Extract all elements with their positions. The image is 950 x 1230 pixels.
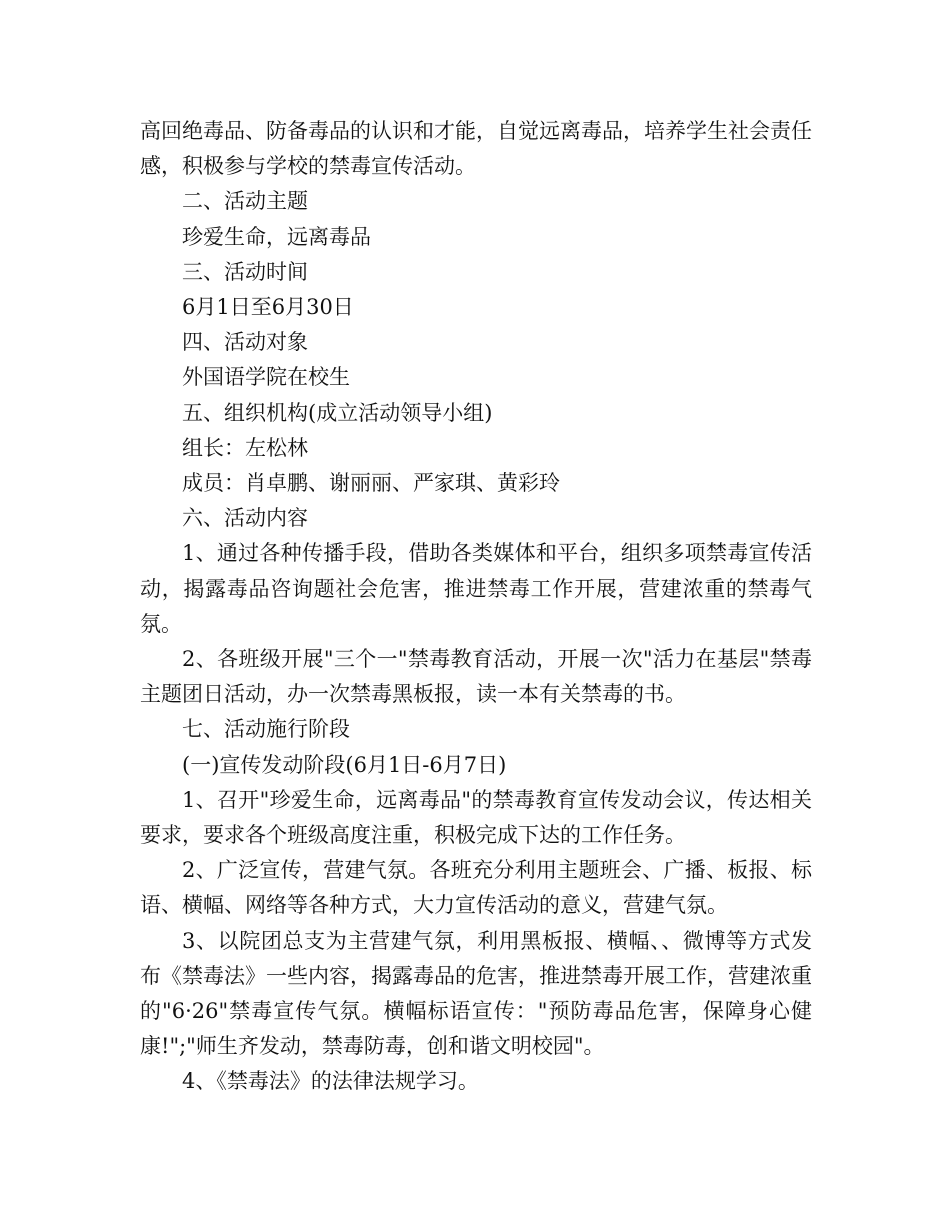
heading-activity-theme: 二、活动主题 (182, 189, 308, 214)
heading-publicity-stage: (一)宣传发动阶段(6月1日-6月7日) (182, 752, 507, 777)
heading-activity-content: 六、活动内容 (182, 506, 308, 531)
document-body (140, 114, 812, 1100)
paragraph-time-text: 6月1日至6月30日 (182, 295, 354, 320)
heading-activity-target: 四、活动对象 (182, 330, 308, 355)
paragraph-theme-text: 珍爱生命，远离毒品 (182, 224, 371, 249)
paragraph-content-item-1: 1、通过各种传播手段，借助各类媒体和平台，组织多项禁毒宣传活动，揭露毒品咨询题社会危害，推进禁毒工作开展，营建浓重的禁毒气氛。 (140, 541, 812, 636)
paragraph-stage-item-4: 4、《禁毒法》的法律法规学习。 (182, 1069, 479, 1094)
paragraph-content-item-2: 2、各班级开展"三个一"禁毒教育活动，开展一次"活力在基层"禁毒主题团日活动，办一次禁毒黑板报，读一本有关禁毒的书。 (140, 647, 812, 707)
paragraph-target-text: 外国语学院在校生 (182, 365, 350, 390)
paragraph-team-members: 成员：肖卓鹏、谢丽丽、严家琪、黄彩玲 (182, 471, 560, 496)
heading-organization: 五、组织机构(成立活动领导小组) (182, 400, 493, 425)
paragraph-stage-item-3: 3、以院团总支为主营建气氛，利用黑板报、横幅、、微博等方式发布《禁毒法》一些内容，揭露毒品的危害，推进禁毒开展工作，营建浓重的"6·26"禁毒宣传气氛。横幅标语宣传："预防毒品危害，保障身心健康!";"师生齐发动，禁毒防毒，创和谐文明校园"。 (140, 928, 812, 1059)
paragraph-intro-continuation: 高回绝毒品、防备毒品的认识和才能，自觉远离毒品，培养学生社会责任感，积极参与学校的禁毒宣传活动。 (140, 119, 812, 179)
heading-activity-time: 三、活动时间 (182, 259, 308, 284)
paragraph-stage-item-2: 2、广泛宣传，营建气氛。各班充分利用主题班会、广播、板报、标语、横幅、网络等各种方式，大力宣传活动的意义，营建气氛。 (140, 858, 812, 918)
heading-implementation-stages: 七、活动施行阶段 (182, 717, 350, 742)
paragraph-team-leader: 组长：左松林 (182, 435, 308, 460)
paragraph-stage-item-1: 1、召开"珍爱生命，远离毒品"的禁毒教育宣传发动会议，传达相关要求，要求各个班级高度注重，积极完成下达的工作任务。 (140, 787, 812, 848)
